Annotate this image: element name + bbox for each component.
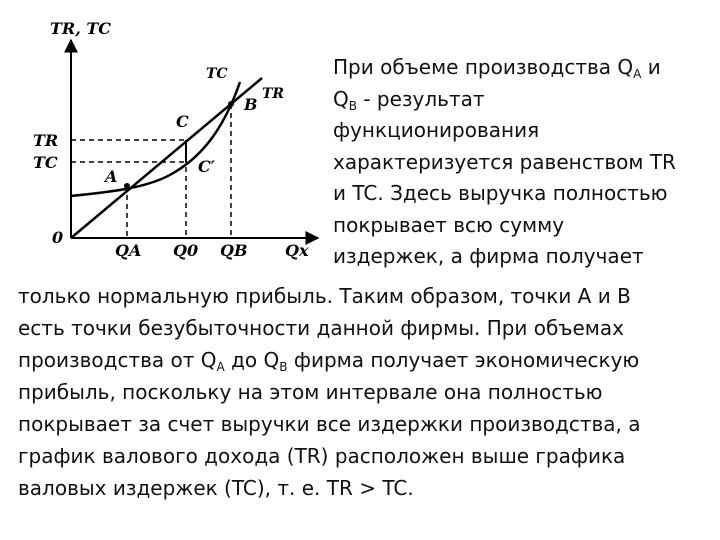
text-line xyxy=(18,312,718,344)
text-line xyxy=(333,147,713,179)
tc-curve-label: TC xyxy=(206,66,228,82)
point-a-label: A xyxy=(105,167,118,186)
text-line xyxy=(333,115,713,147)
text-subscript: B xyxy=(279,360,288,374)
text-subscript: A xyxy=(633,67,642,81)
text-line xyxy=(333,52,713,84)
text-fragment: При объеме производства Q xyxy=(333,55,634,79)
point-b-label: B xyxy=(244,95,258,114)
text-fragment: - результат xyxy=(356,86,485,111)
text-fragment: валовых издержек (TC), т. е. TR > TC. xyxy=(18,476,414,500)
text-line xyxy=(333,178,713,210)
paragraph-right xyxy=(333,52,713,273)
text-line xyxy=(18,376,718,408)
text-line xyxy=(18,472,718,504)
text-line xyxy=(18,280,718,312)
y-tick-tc: TC xyxy=(33,153,58,172)
text-fragment: есть точки безубыточности данной фирмы. При объемах xyxy=(18,316,624,340)
break-even-figure xyxy=(0,0,330,275)
text-fragment: характеризуется равенством TR xyxy=(333,149,676,174)
text-line xyxy=(18,344,718,376)
origin-label: 0 xyxy=(52,228,64,247)
text-line xyxy=(333,210,713,242)
text-fragment: фирма получает экономическую xyxy=(287,348,640,372)
x-tick-qa: QA xyxy=(115,241,142,260)
text-line xyxy=(18,408,718,440)
text-line xyxy=(333,84,713,116)
point-cprime-label: C′ xyxy=(198,157,215,176)
x-tick-q0: Q0 xyxy=(173,241,199,260)
axis-y-label: TR, TC xyxy=(50,19,111,38)
point-c-label: C xyxy=(176,112,189,131)
text-subscript: B xyxy=(348,98,357,113)
text-subscript: A xyxy=(216,360,225,374)
point-a-dot xyxy=(124,183,130,189)
axis-x-label: Qx xyxy=(285,241,309,260)
text-fragment: график валового дохода (TR) расположен выше графика xyxy=(18,444,626,468)
text-fragment: только нормальную прибыль. Таким образом, точки A и B xyxy=(18,284,631,308)
text-fragment: производства от Q xyxy=(18,348,217,372)
text-fragment: издержек, а фирма получает xyxy=(333,244,644,268)
text-fragment: прибыль, поскольку на этом интервале она полностью xyxy=(18,380,603,404)
paragraph-bottom xyxy=(18,280,718,504)
text-fragment: Q xyxy=(333,86,349,111)
tr-line-label: TR xyxy=(262,86,285,102)
text-fragment: покрывает всю сумму xyxy=(333,212,565,237)
text-line xyxy=(333,241,713,273)
x-tick-qb: QB xyxy=(220,241,248,260)
text-fragment: до Q xyxy=(224,348,280,372)
tc-curve xyxy=(71,82,240,196)
text-fragment: и xyxy=(641,55,661,79)
point-b-dot xyxy=(228,101,234,107)
y-tick-tr: TR xyxy=(33,131,59,150)
text-line xyxy=(18,440,718,472)
text-fragment: и TC. Здесь выручка полностью xyxy=(333,181,668,205)
text-fragment: покрывает за счет выручки все издержки производства, а xyxy=(18,412,641,436)
text-fragment: функционирования xyxy=(333,118,540,142)
